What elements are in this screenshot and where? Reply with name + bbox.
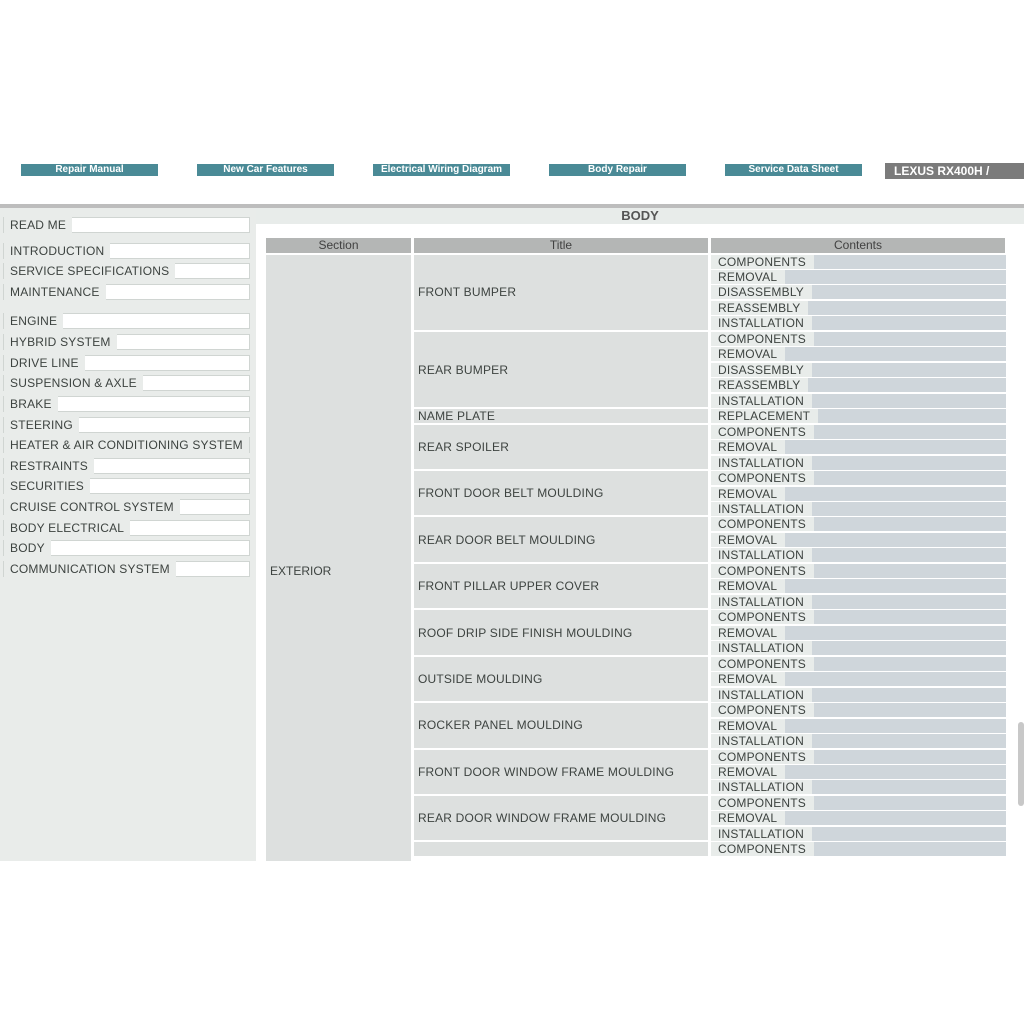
title-cell[interactable]	[414, 471, 708, 515]
content-label: INSTALLATION	[711, 780, 812, 794]
content-link[interactable]	[711, 827, 1006, 841]
title-header: Title	[414, 238, 708, 253]
sidebar-item-label: BRAKE	[4, 396, 58, 413]
sidebar-item-maintenance[interactable]	[3, 284, 250, 300]
sidebar-item-suspension-axle[interactable]	[3, 375, 250, 391]
sidebar-item-label: COMMUNICATION SYSTEM	[4, 561, 176, 578]
content-label: COMPONENTS	[711, 750, 814, 764]
title-cell[interactable]	[414, 409, 708, 422]
sidebar-item-cruise-control-system[interactable]	[3, 499, 250, 515]
content-link[interactable]	[711, 316, 1006, 330]
content-link[interactable]	[711, 765, 1006, 779]
content-label: COMPONENTS	[711, 564, 814, 578]
title-cell[interactable]	[414, 842, 708, 855]
title-cell[interactable]	[414, 425, 708, 469]
content-label: REMOVAL	[711, 487, 785, 501]
content-link[interactable]	[711, 579, 1006, 593]
content-link[interactable]	[711, 734, 1006, 748]
content-link[interactable]	[711, 719, 1006, 733]
content-link[interactable]	[711, 363, 1006, 377]
title-cell[interactable]	[414, 255, 708, 330]
section-header: Section	[266, 238, 411, 253]
electrical-wiring-diagram-button[interactable]: Electrical Wiring Diagram	[373, 164, 510, 176]
content-label: INSTALLATION	[711, 502, 812, 516]
title-label: NAME PLATE	[418, 408, 496, 423]
new-car-features-button[interactable]: New Car Features	[197, 164, 334, 176]
content-label: COMPONENTS	[711, 425, 814, 439]
title-label: FRONT PILLAR UPPER COVER	[418, 579, 600, 594]
title-label: REAR DOOR WINDOW FRAME MOULDING	[418, 811, 667, 826]
content-link[interactable]	[711, 347, 1006, 361]
content-link[interactable]	[711, 487, 1006, 501]
content-label: COMPONENTS	[711, 517, 814, 531]
content-label: REMOVAL	[711, 811, 785, 825]
content-link[interactable]	[711, 332, 1006, 346]
content-link[interactable]	[711, 301, 1006, 315]
content-label: REMOVAL	[711, 347, 785, 361]
content-label: REMOVAL	[711, 765, 785, 779]
title-label: FRONT BUMPER	[418, 285, 517, 300]
page-title: BODY	[256, 208, 1024, 224]
sidebar-item-label: BODY ELECTRICAL	[4, 520, 130, 537]
content-link[interactable]	[711, 595, 1006, 609]
sidebar-item-steering[interactable]	[3, 417, 250, 433]
content-link[interactable]	[711, 378, 1006, 392]
sidebar-item-label: SERVICE SPECIFICATIONS	[4, 263, 175, 280]
content-link[interactable]	[711, 657, 1006, 671]
sidebar-item-brake[interactable]	[3, 396, 250, 412]
title-cell[interactable]	[414, 517, 708, 561]
content-label: DISASSEMBLY	[711, 363, 812, 377]
title-cell[interactable]	[414, 796, 708, 840]
content-link[interactable]	[711, 456, 1006, 470]
sidebar-item-body-electrical[interactable]	[3, 520, 250, 536]
content-link[interactable]	[711, 548, 1006, 562]
sidebar-item-service-specifications[interactable]	[3, 263, 250, 279]
content-link[interactable]	[711, 641, 1006, 655]
sidebar-item-label: ENGINE	[4, 313, 63, 330]
content-link[interactable]	[711, 270, 1006, 284]
content-link[interactable]	[711, 564, 1006, 578]
content-label: REMOVAL	[711, 626, 785, 640]
sidebar-item-label: SUSPENSION & AXLE	[4, 375, 143, 392]
sidebar-item-drive-line[interactable]	[3, 355, 250, 371]
content-label: INSTALLATION	[711, 827, 812, 841]
sidebar-item-label: SECURITIES	[4, 478, 90, 495]
content-label: REMOVAL	[711, 270, 785, 284]
content-label: INSTALLATION	[711, 394, 812, 408]
content-label: REASSEMBLY	[711, 301, 808, 315]
content-label: COMPONENTS	[711, 471, 814, 485]
content-link[interactable]	[711, 750, 1006, 764]
content-label: DISASSEMBLY	[711, 285, 812, 299]
sidebar-item-read-me[interactable]	[3, 217, 250, 233]
sidebar-item-label: BODY	[4, 540, 51, 557]
section-label: EXTERIOR	[270, 564, 332, 578]
content-label: COMPONENTS	[711, 703, 814, 717]
sidebar-item-label: HEATER & AIR CONDITIONING SYSTEM	[4, 437, 249, 454]
title-cell[interactable]	[414, 657, 708, 701]
content-label: COMPONENTS	[711, 657, 814, 671]
vehicle-model-label: LEXUS RX400H /	[885, 163, 1024, 179]
content-label: INSTALLATION	[711, 641, 812, 655]
content-label: REASSEMBLY	[711, 378, 808, 392]
content-label: COMPONENTS	[711, 842, 814, 856]
content-label: INSTALLATION	[711, 688, 812, 702]
content-label: INSTALLATION	[711, 548, 812, 562]
section-cell	[266, 255, 411, 861]
sidebar-item-label: READ ME	[4, 217, 72, 234]
content-link[interactable]	[711, 517, 1006, 531]
content-link[interactable]	[711, 425, 1006, 439]
title-cell[interactable]	[414, 750, 708, 794]
sidebar-item-label: DRIVE LINE	[4, 355, 85, 372]
title-cell[interactable]	[414, 564, 708, 608]
content-label: COMPONENTS	[711, 796, 814, 810]
content-link[interactable]	[711, 780, 1006, 794]
content-label: REMOVAL	[711, 719, 785, 733]
sidebar-item-securities[interactable]	[3, 478, 250, 494]
sidebar-item-introduction[interactable]	[3, 243, 250, 259]
sidebar-item-label: CRUISE CONTROL SYSTEM	[4, 499, 180, 516]
content-label: COMPONENTS	[711, 255, 814, 269]
content-label: REPLACEMENT	[711, 409, 818, 423]
content-link[interactable]	[711, 842, 1006, 856]
title-label: FRONT DOOR BELT MOULDING	[418, 486, 604, 501]
title-label: REAR BUMPER	[418, 362, 509, 377]
title-cell[interactable]	[414, 703, 708, 747]
sidebar-item-label: STEERING	[4, 417, 79, 434]
service-data-sheet-button[interactable]: Service Data Sheet	[725, 164, 862, 176]
content-label: INSTALLATION	[711, 316, 812, 330]
title-label: ROOF DRIP SIDE FINISH MOULDING	[418, 625, 633, 640]
content-link[interactable]	[711, 626, 1006, 640]
content-link[interactable]	[711, 394, 1006, 408]
scrollbar-thumb[interactable]	[1018, 722, 1024, 806]
content-link[interactable]	[711, 672, 1006, 686]
content-link[interactable]	[711, 502, 1006, 516]
title-label: FRONT DOOR WINDOW FRAME MOULDING	[418, 764, 675, 779]
content-label: COMPONENTS	[711, 332, 814, 346]
content-link[interactable]	[711, 409, 1006, 423]
sidebar-item-body[interactable]	[3, 540, 250, 556]
content-label: REMOVAL	[711, 533, 785, 547]
sidebar-item-communication-system[interactable]	[3, 561, 250, 577]
sidebar-item-hybrid-system[interactable]	[3, 334, 250, 350]
contents-header: Contents	[711, 238, 1005, 253]
sidebar-item-label: INTRODUCTION	[4, 243, 110, 260]
content-link[interactable]	[711, 255, 1006, 269]
title-label: REAR DOOR BELT MOULDING	[418, 532, 596, 547]
content-label: COMPONENTS	[711, 610, 814, 624]
sidebar	[0, 208, 256, 861]
title-cell[interactable]	[414, 610, 708, 654]
content-label: REMOVAL	[711, 579, 785, 593]
title-label: OUTSIDE MOULDING	[418, 671, 543, 686]
content-link[interactable]	[711, 533, 1006, 547]
sidebar-item-engine[interactable]	[3, 313, 250, 329]
content-label: INSTALLATION	[711, 595, 812, 609]
content-label: INSTALLATION	[711, 456, 812, 470]
content-link[interactable]	[711, 703, 1006, 717]
content-link[interactable]	[711, 688, 1006, 702]
content-label: INSTALLATION	[711, 734, 812, 748]
content-label: REMOVAL	[711, 440, 785, 454]
main-content	[256, 208, 1024, 861]
sidebar-item-label: RESTRAINTS	[4, 458, 94, 475]
sidebar-item-label: HYBRID SYSTEM	[4, 334, 117, 351]
title-label: REAR SPOILER	[418, 439, 510, 454]
content-link[interactable]	[711, 440, 1006, 454]
body-repair-button[interactable]: Body Repair	[549, 164, 686, 176]
content-link[interactable]	[711, 285, 1006, 299]
content-link[interactable]	[711, 811, 1006, 825]
content-link[interactable]	[711, 610, 1006, 624]
title-label: ROCKER PANEL MOULDING	[418, 718, 583, 733]
sidebar-item-restraints[interactable]	[3, 458, 250, 474]
repair-manual-button[interactable]: Repair Manual	[21, 164, 158, 176]
content-label: REMOVAL	[711, 672, 785, 686]
sidebar-item-label: MAINTENANCE	[4, 284, 106, 301]
sidebar-item-heater-air-conditioning[interactable]	[3, 437, 250, 453]
title-cell[interactable]	[414, 332, 708, 407]
content-link[interactable]	[711, 471, 1006, 485]
content-link[interactable]	[711, 796, 1006, 810]
top-navigation	[0, 163, 1024, 179]
